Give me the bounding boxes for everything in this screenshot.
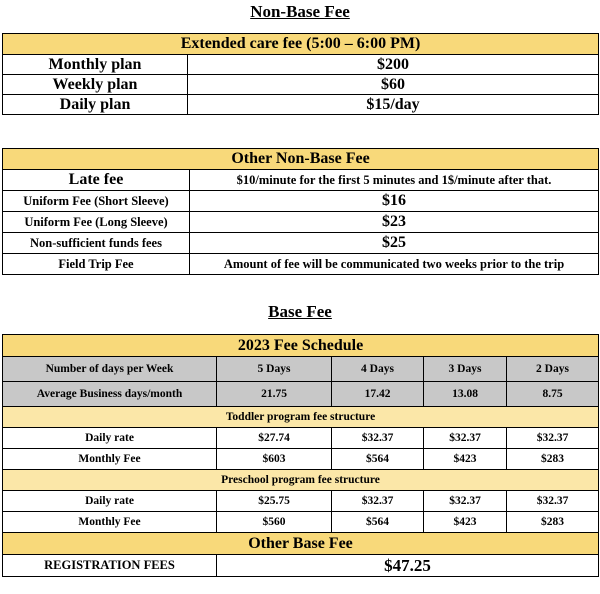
- table-row: [3, 555, 599, 577]
- other-non-base-fee-table: [2, 148, 599, 275]
- registration-fees-value: $47.25: [217, 555, 599, 577]
- days-per-week-label: Number of days per Week: [3, 357, 217, 382]
- other-non-base-header: Other Non-Base Fee: [3, 149, 599, 170]
- extended-care-header: Extended care fee (5:00 – 6:00 PM): [3, 34, 599, 55]
- preschool-section-title: Preschool program fee structure: [3, 470, 599, 491]
- registration-fees-label: REGISTRATION FEES: [3, 555, 217, 577]
- rate-value: $564: [332, 512, 424, 533]
- days-option: 2 Days: [507, 357, 599, 382]
- fee-label: Uniform Fee (Long Sleeve): [3, 212, 190, 233]
- plan-value: $15/day: [188, 95, 599, 115]
- average-days-value: 17.42: [332, 382, 424, 407]
- plan-label: Weekly plan: [3, 75, 188, 95]
- rate-value: $32.37: [424, 491, 507, 512]
- rate-value: $564: [332, 449, 424, 470]
- rate-value: $32.37: [507, 491, 599, 512]
- fee-value: $25: [190, 233, 599, 254]
- days-per-week-row: [3, 357, 599, 382]
- fee-value: $10/minute for the first 5 minutes and 1$/minute after that.: [190, 170, 599, 191]
- other-base-fee-title: Other Base Fee: [3, 533, 599, 555]
- table-row: [3, 55, 599, 75]
- fee-label: Non-sufficient funds fees: [3, 233, 190, 254]
- table-row: [3, 449, 599, 470]
- rate-value: $603: [217, 449, 332, 470]
- rate-value: $32.37: [332, 428, 424, 449]
- rate-value: $32.37: [424, 428, 507, 449]
- days-option: 4 Days: [332, 357, 424, 382]
- rate-label: Monthly Fee: [3, 449, 217, 470]
- rate-value: $423: [424, 449, 507, 470]
- table-row: [3, 191, 599, 212]
- plan-value: $60: [188, 75, 599, 95]
- base-fee-heading: [0, 302, 600, 322]
- fee-label: Uniform Fee (Short Sleeve): [3, 191, 190, 212]
- fee-schedule-title: 2023 Fee Schedule: [3, 335, 599, 357]
- non-base-fee-title: Non-Base Fee: [250, 2, 350, 21]
- average-days-value: 21.75: [217, 382, 332, 407]
- average-days-value: 13.08: [424, 382, 507, 407]
- fee-label: Late fee: [3, 170, 190, 191]
- fee-label: Field Trip Fee: [3, 254, 190, 275]
- extended-care-fee-table: [2, 33, 599, 115]
- plan-label: Daily plan: [3, 95, 188, 115]
- days-option: 3 Days: [424, 357, 507, 382]
- table-row: [3, 512, 599, 533]
- fee-value: $16: [190, 191, 599, 212]
- rate-value: $560: [217, 512, 332, 533]
- rate-value: $283: [507, 512, 599, 533]
- rate-label: Monthly Fee: [3, 512, 217, 533]
- fee-value: $23: [190, 212, 599, 233]
- table-row: [3, 254, 599, 275]
- fee-schedule-table: [2, 334, 599, 577]
- base-fee-title: Base Fee: [268, 302, 332, 321]
- rate-value: $423: [424, 512, 507, 533]
- average-business-days-row: [3, 382, 599, 407]
- rate-label: Daily rate: [3, 428, 217, 449]
- average-days-label: Average Business days/month: [3, 382, 217, 407]
- table-row: [3, 212, 599, 233]
- plan-value: $200: [188, 55, 599, 75]
- toddler-section-title: Toddler program fee structure: [3, 407, 599, 428]
- plan-label: Monthly plan: [3, 55, 188, 75]
- table-row: [3, 75, 599, 95]
- rate-value: $283: [507, 449, 599, 470]
- table-row: [3, 491, 599, 512]
- average-days-value: 8.75: [507, 382, 599, 407]
- rate-value: $25.75: [217, 491, 332, 512]
- rate-value: $27.74: [217, 428, 332, 449]
- fee-value: Amount of fee will be communicated two weeks prior to the trip: [190, 254, 599, 275]
- days-option: 5 Days: [217, 357, 332, 382]
- rate-value: $32.37: [332, 491, 424, 512]
- table-row: [3, 170, 599, 191]
- table-row: [3, 95, 599, 115]
- non-base-fee-heading: [0, 2, 600, 22]
- rate-value: $32.37: [507, 428, 599, 449]
- rate-label: Daily rate: [3, 491, 217, 512]
- table-row: [3, 233, 599, 254]
- table-row: [3, 428, 599, 449]
